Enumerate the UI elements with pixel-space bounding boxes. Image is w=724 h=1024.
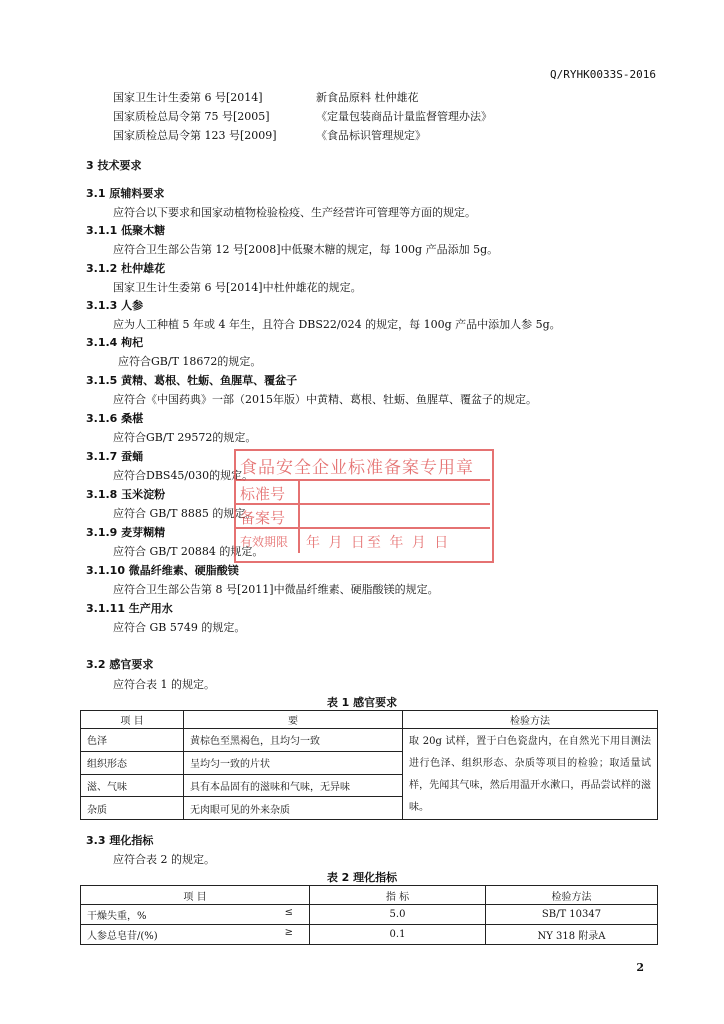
subsection-heading: 3.1.4 枸杞 <box>86 336 144 349</box>
subsection-heading: 3.1.3 人参 <box>86 299 144 312</box>
table-cell: 5.0 <box>310 905 486 925</box>
subsection-heading: 3.1.11 生产用水 <box>86 602 173 615</box>
ref-number: 国家质检总局令第 123 号[2009] <box>113 129 277 142</box>
subsection-heading: 3.1.2 杜仲雄花 <box>86 262 166 275</box>
stamp-label: 标准号 <box>240 485 286 503</box>
paragraph: 应符合GB/T 18672的规定。 <box>118 355 262 368</box>
stamp-label: 有效期限 <box>240 535 289 549</box>
table-cell: 无肉眼可见的外来杂质 <box>184 797 403 820</box>
ref-number: 国家质检总局令第 75 号[2005] <box>113 110 270 123</box>
table-cell: NY 318 附录A <box>486 925 658 945</box>
table-cell: 黄棕色至黑褐色，且均匀一致 <box>184 729 403 752</box>
stamp-label: 备案号 <box>240 509 286 527</box>
paragraph: 应符合卫生部公告第 8 号[2011]中微晶纤维素、硬脂酸镁的规定。 <box>113 583 439 596</box>
table-cell: 杂质 <box>81 797 184 820</box>
method-cell: 取 20g 试样，置于白色瓷盘内，在自然光下用目测法进行色泽、组织形态、杂质等项目的检验；取适量试样，先闻其气味，然后用温开水漱口，再品尝试样的滋味。 <box>403 729 658 820</box>
section-heading: 3.3 理化指标 <box>86 834 154 847</box>
section-heading: 3 技术要求 <box>86 159 142 172</box>
table-cell: 组织形态 <box>81 751 184 774</box>
paragraph: 国家卫生计生委第 6 号[2014]中杜仲雄花的规定。 <box>113 281 362 294</box>
table-header: 要 <box>184 711 403 729</box>
table-cell <box>81 905 310 925</box>
paragraph: 应为人工种植 5 年或 4 年生，且符合 DBS22/024 的规定，每 100g 产品中添加人参 5g。 <box>113 318 561 331</box>
stamp-validity: 年 月 日至 年 月 日 <box>306 535 451 551</box>
table-header: 检验方法 <box>486 886 658 905</box>
paragraph: 应符合DBS45/030的规定。 <box>113 469 254 482</box>
paragraph: 应符合 GB/T 20884 的规定。 <box>113 545 264 558</box>
filing-stamp <box>234 449 494 563</box>
stamp-row <box>236 527 490 553</box>
table-header: 项 目 <box>81 886 310 905</box>
page-number: 2 <box>636 961 644 974</box>
paragraph: 应符合表 2 的规定。 <box>113 853 215 866</box>
table-header: 检验方法 <box>403 711 658 729</box>
paragraph: 应符合《中国药典》一部（2015年版）中黄精、葛根、牡蛎、鱼腥草、覆盆子的规定。 <box>113 393 537 406</box>
table-header: 指 标 <box>310 886 486 905</box>
item-label: 干燥失重，% <box>87 911 147 922</box>
operator: ≥ <box>284 927 293 938</box>
stamp-title: 食品安全企业标准备案专用章 <box>240 458 474 478</box>
table-cell: 呈均匀一致的片状 <box>184 751 403 774</box>
paragraph: 应符合 GB/T 8885 的规定。 <box>113 507 257 520</box>
item-label: 人参总皂苷/(%) <box>87 931 158 942</box>
section-heading: 3.2 感官要求 <box>86 658 154 671</box>
paragraph: 应符合表 1 的规定。 <box>113 678 215 691</box>
table-cell: 色泽 <box>81 729 184 752</box>
paragraph: 应符合卫生部公告第 12 号[2008]中低聚木糖的规定，每 100g 产品添加 5g。 <box>113 243 499 256</box>
ref-title: 《定量包装商品计量监督管理办法》 <box>316 110 492 123</box>
table-caption: 表 1 感官要求 <box>326 696 398 709</box>
operator: ≤ <box>284 907 293 918</box>
document-code: Q/RYHK0033S-2016 <box>550 68 656 81</box>
paragraph: 应符合 GB 5749 的规定。 <box>113 621 246 634</box>
table-cell <box>81 925 310 945</box>
physicochemical-table <box>80 885 658 945</box>
table-caption: 表 2 理化指标 <box>326 871 398 884</box>
subsection-heading: 3.1.9 麦芽糊精 <box>86 526 166 539</box>
sensory-table <box>80 710 658 820</box>
subsection-heading: 3.1.6 桑椹 <box>86 412 144 425</box>
ref-number: 国家卫生计生委第 6 号[2014] <box>113 91 263 104</box>
paragraph: 应符合以下要求和国家动植物检验检疫、生产经营许可管理等方面的规定。 <box>113 206 476 219</box>
section-heading: 3.1 原辅料要求 <box>86 187 165 200</box>
subsection-heading: 3.1.8 玉米淀粉 <box>86 488 166 501</box>
table-cell: 具有本品固有的滋味和气味，无异味 <box>184 774 403 797</box>
subsection-heading: 3.1.5 黄精、葛根、牡蛎、鱼腥草、覆盆子 <box>86 374 298 387</box>
paragraph: 应符合GB/T 29572的规定。 <box>113 431 257 444</box>
subsection-heading: 3.1.1 低聚木糖 <box>86 224 166 237</box>
ref-title: 《食品标识管理规定》 <box>316 129 426 142</box>
table-cell: 0.1 <box>310 925 486 945</box>
ref-title: 新食品原料 杜仲雄花 <box>316 91 419 104</box>
subsection-heading: 3.1.7 蚕蛹 <box>86 450 144 463</box>
stamp-row <box>236 479 490 505</box>
table-header: 项 目 <box>81 711 184 729</box>
subsection-heading: 3.1.10 微晶纤维素、硬脂酸镁 <box>86 564 239 577</box>
table-cell: 滋、气味 <box>81 774 184 797</box>
table-cell: SB/T 10347 <box>486 905 658 925</box>
stamp-row <box>236 503 490 529</box>
